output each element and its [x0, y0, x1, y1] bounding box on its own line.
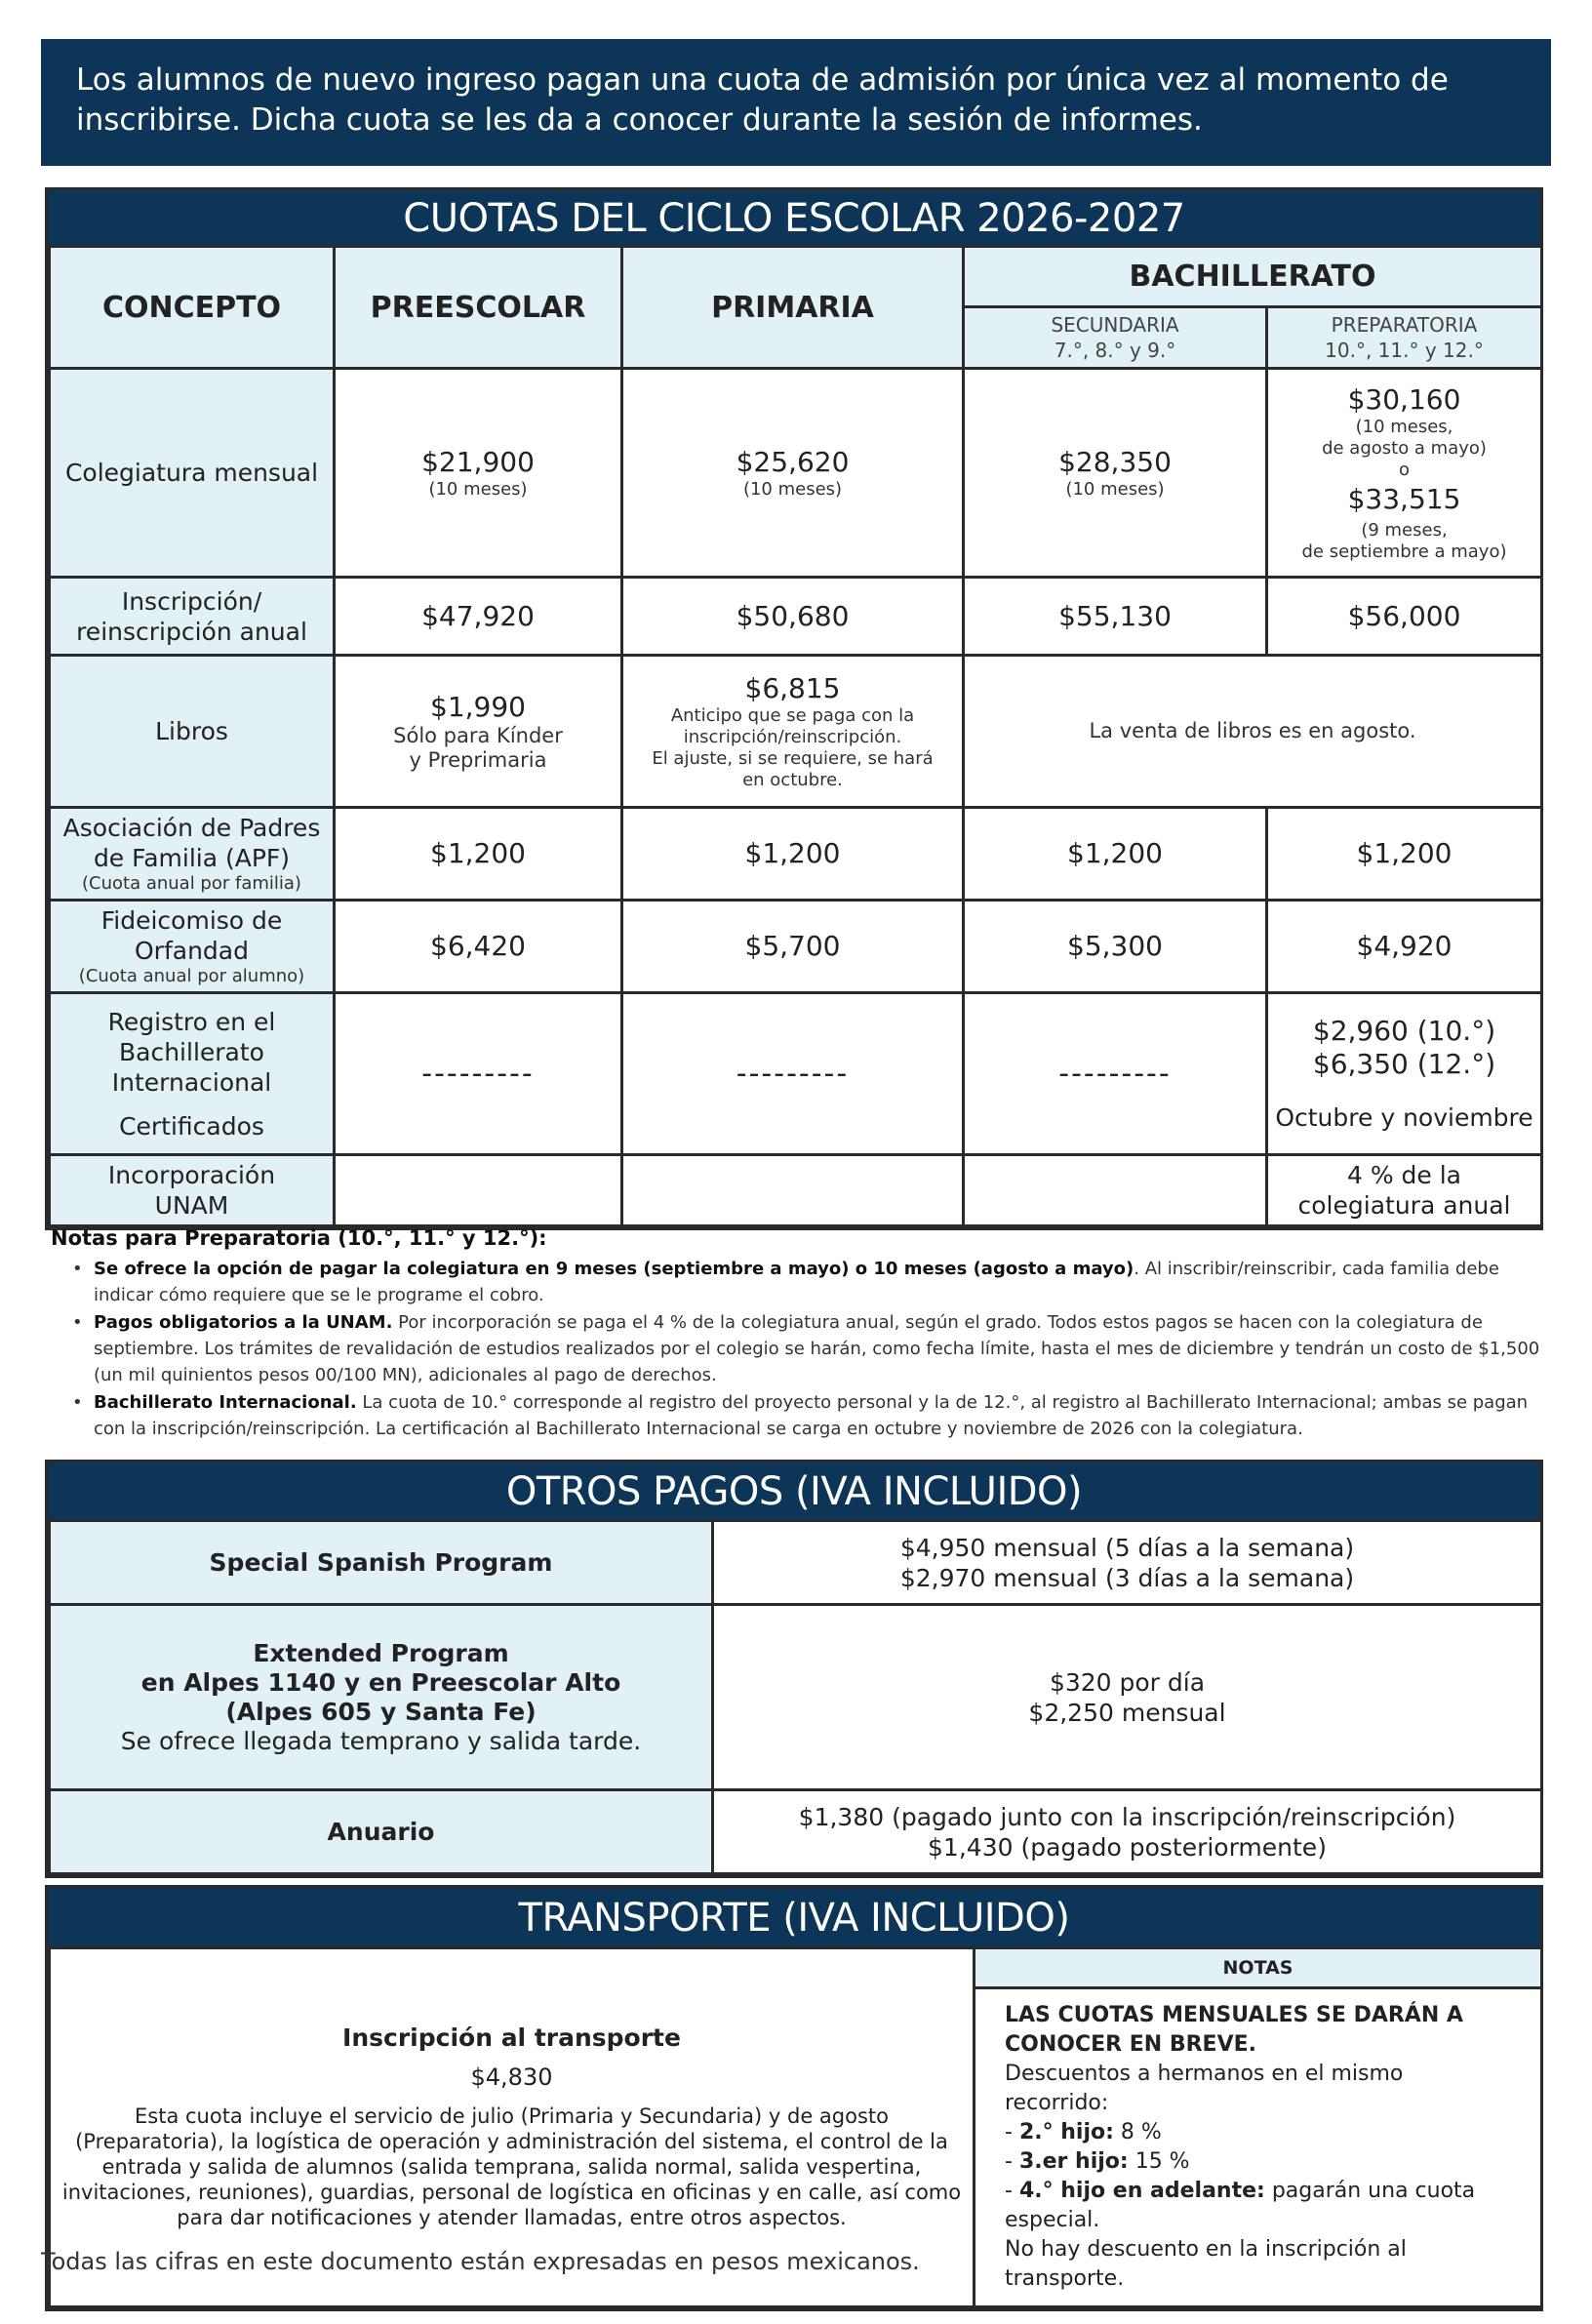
- inscripcion-label: Inscripción al transporte: [342, 2023, 681, 2052]
- row-ssp: [50, 1521, 1542, 1605]
- price-note: 4 % de la: [1346, 1161, 1462, 1189]
- label-note: (Cuota anual por alumno): [78, 966, 305, 986]
- unam-preescolar: [335, 1155, 622, 1226]
- extended-value: [713, 1605, 1542, 1790]
- anuario-value: [713, 1790, 1542, 1874]
- colegiatura-primaria: [622, 369, 964, 578]
- price-note: Anticipo que se paga con la: [670, 704, 915, 726]
- banner-line-2: inscribirse. Dicha cuota se les da a conocer durante la sesión de informes.: [76, 102, 1203, 138]
- row-unam: [50, 1155, 1542, 1226]
- header-primaria: PRIMARIA: [622, 247, 964, 369]
- inscripcion-secundaria: $55,130: [964, 578, 1267, 656]
- row-anuario: [50, 1790, 1542, 1874]
- row-colegiatura: [50, 369, 1542, 578]
- fees-table: [48, 245, 1543, 1227]
- label-note: (Cuota anual por familia): [82, 873, 301, 894]
- label-line: (Alpes 605 y Santa Fe): [225, 1697, 537, 1726]
- label-line: Internacional: [111, 1067, 272, 1097]
- libros-bachillerato: La venta de libros es en agosto.: [964, 656, 1542, 808]
- price-note: y Preprimaria: [409, 747, 547, 772]
- label-line: Asociación de Padres: [62, 814, 321, 842]
- header-preescolar: PREESCOLAR: [335, 247, 622, 369]
- note-text: Por incorporación se paga el 4 % de la colegiatura anual, según el grado. Todos estos pagos se hacen con la colegiatura de septiembre. Los trámites de revalidación de estudios realizados por el colegio se harán, como fecha límite, hasta el mes de diciembre y tendrán un costo de $1,500 (un mil quinientos pesos 00/100 MN), adicionales al pago de derechos.: [94, 1312, 1540, 1385]
- libros-label: Libros: [50, 656, 335, 808]
- fideicomiso-label: [50, 901, 335, 993]
- apf-secundaria: $1,200: [964, 808, 1267, 901]
- ssp-value: [713, 1521, 1542, 1605]
- colegiatura-preescolar: [335, 369, 622, 578]
- price-note: inscripción/reinscripción.: [683, 726, 902, 747]
- header-preparatoria: [1267, 307, 1542, 369]
- footer-note: Todas las cifras en este documento están expresadas en pesos mexicanos.: [41, 2248, 920, 2275]
- row-registro-bi: [50, 993, 1542, 1155]
- fees-title: CUOTAS DEL CICLO ESCOLAR 2026-2027: [48, 190, 1540, 245]
- otros-title: OTROS PAGOS (IVA INCLUIDO): [48, 1463, 1540, 1519]
- transporte-notas: [975, 1948, 1542, 2307]
- label-line: Certificados: [119, 1111, 264, 1141]
- label-line: UNAM: [154, 1191, 229, 1220]
- notas-line: Descuentos a hermanos en el mismo recorrido:: [1005, 2062, 1404, 2115]
- row-libros: [50, 656, 1542, 808]
- value-line: $2,970 mensual (3 días a la semana): [899, 1563, 1355, 1592]
- price-note: en octubre.: [742, 769, 843, 790]
- notas-line: No hay descuento en la inscripción al transporte.: [1005, 2237, 1407, 2291]
- note-item: [72, 1256, 1553, 1308]
- header-bachillerato: BACHILLERATO: [964, 247, 1542, 307]
- notas-value: pagarán una cuota especial.: [1005, 2179, 1476, 2232]
- secundaria-grades: 7.°, 8.° y 9.°: [1054, 339, 1176, 362]
- price-note: colegiatura anual: [1297, 1191, 1511, 1220]
- colegiatura-secundaria: [964, 369, 1267, 578]
- note-text: . Al inscribir/reinscribir, cada familia debe indicar cómo requiere que se le programe el cobro.: [94, 1259, 1499, 1305]
- banner-line-1: Los alumnos de nuevo ingreso pagan una cuota de admisión por única vez al momento de: [76, 62, 1449, 98]
- unam-label: [50, 1155, 335, 1226]
- notas-header: NOTAS: [975, 1949, 1540, 1989]
- registro-primaria: ---------: [622, 993, 964, 1155]
- transporte-title: TRANSPORTE (IVA INCLUIDO): [48, 1888, 1540, 1946]
- price: $2,960 (10.°): [1312, 1015, 1496, 1047]
- notas-value: 15 %: [1128, 2149, 1190, 2174]
- price-note: de agosto a mayo): [1322, 437, 1487, 459]
- fideicomiso-preescolar: $6,420: [335, 901, 622, 993]
- extended-label: [50, 1605, 713, 1790]
- price: $33,515: [1347, 482, 1461, 515]
- preparatoria-grades: 10.°, 11.° y 12.°: [1325, 339, 1484, 362]
- notes-title: Notas para Preparatoria (10.°, 11.° y 12.°):: [51, 1226, 547, 1250]
- otros-table: [48, 1519, 1543, 1875]
- price-note: (10 meses,: [1355, 416, 1453, 437]
- label-line: Registro en el: [107, 1007, 276, 1036]
- anuario-label: Anuario: [50, 1790, 713, 1874]
- otros-pagos-section: [45, 1460, 1543, 1878]
- row-inscripcion: [50, 578, 1542, 656]
- or-separator: o: [1398, 459, 1410, 480]
- label-line: Se ofrece llegada temprano y salida tarde.: [120, 1726, 642, 1755]
- unam-secundaria: [964, 1155, 1267, 1226]
- price-note: (10 meses): [428, 478, 528, 500]
- fees-section: [45, 187, 1543, 1230]
- price: $1,990: [430, 690, 526, 723]
- note-bold: Se ofrece la opción de pagar la colegiatura en 9 meses (septiembre a mayo) o 10 meses (agosto a mayo): [94, 1259, 1134, 1279]
- price: $6,815: [744, 671, 841, 704]
- fideicomiso-primaria: $5,700: [622, 901, 964, 993]
- row-apf: [50, 808, 1542, 901]
- price: $28,350: [1058, 445, 1172, 478]
- inscripcion-label: [50, 578, 335, 656]
- registro-preescolar: ---------: [335, 993, 622, 1155]
- label-line: Incorporación: [107, 1161, 276, 1189]
- price-note: Octubre y noviembre: [1275, 1103, 1533, 1132]
- note-bold: Bachillerato Internacional.: [94, 1392, 357, 1413]
- unam-preparatoria: [1267, 1155, 1542, 1226]
- notas-line: - 3.er hijo: 15 %: [1005, 2149, 1190, 2174]
- price-note: (10 meses): [742, 478, 843, 500]
- colegiatura-preparatoria: [1267, 369, 1542, 578]
- libros-primaria: [622, 656, 964, 808]
- price: $21,900: [421, 445, 535, 478]
- label-line: reinscripción anual: [76, 617, 307, 646]
- fideicomiso-secundaria: $5,300: [964, 901, 1267, 993]
- notas-body: [975, 1989, 1540, 2305]
- price-note: de septiembre a mayo): [1301, 541, 1507, 562]
- preparatoria-label: PREPARATORIA: [1331, 313, 1478, 337]
- apf-primaria: $1,200: [622, 808, 964, 901]
- notas-headline: LAS CUOTAS MENSUALES SE DARÁN A CONOCER EN BREVE.: [1005, 2003, 1463, 2057]
- secundaria-label: SECUNDARIA: [1051, 313, 1179, 337]
- price-note: (9 meses,: [1361, 519, 1448, 541]
- notas-bold: 4.° hijo en adelante:: [1018, 2179, 1265, 2203]
- inscripcion-price: $4,830: [470, 2063, 553, 2091]
- label-line: Orfandad: [135, 937, 249, 965]
- note-item: [72, 1309, 1553, 1388]
- libros-preescolar: [335, 656, 622, 808]
- apf-label: [50, 808, 335, 901]
- unam-primaria: [622, 1155, 964, 1226]
- label-line: Bachillerato: [119, 1037, 264, 1066]
- fideicomiso-preparatoria: $4,920: [1267, 901, 1542, 993]
- inscripcion-description: Esta cuota incluye el servicio de julio (Primaria y Secundaria) y de agosto (Preparatoria), la logística de operación y administración del sistema, el control de la entrada y salida de alumnos (salida temprana, salida normal, salida vespertina, invitaciones, reuniones), guardias, personal de logística en oficinas y en calle, así como para dar notificaciones y atender llamadas, entre otros aspectos.: [61, 2104, 962, 2229]
- row-extended: [50, 1605, 1542, 1790]
- registro-label: [50, 993, 335, 1155]
- admission-banner: [41, 39, 1551, 166]
- preparatoria-notes: [51, 1225, 1553, 1443]
- registro-preparatoria: [1267, 993, 1542, 1155]
- value-line: $320 por día: [1049, 1667, 1206, 1697]
- ssp-label: Special Spanish Program: [50, 1521, 713, 1605]
- notas-bold: 3.er hijo:: [1018, 2149, 1129, 2174]
- notas-value: 8 %: [1113, 2120, 1162, 2144]
- note-bold: Pagos obligatorios a la UNAM.: [94, 1312, 393, 1333]
- label-line: Extended Program: [253, 1638, 509, 1667]
- registro-secundaria: ---------: [964, 993, 1267, 1155]
- notes-list: [51, 1256, 1553, 1442]
- label-line: en Alpes 1140 y en Preescolar Alto: [140, 1667, 621, 1697]
- price-note: Sólo para Kínder: [393, 723, 563, 747]
- value-line: $1,380 (pagado junto con la inscripción/reinscripción): [798, 1802, 1456, 1831]
- value-line: $1,430 (pagado posteriormente): [928, 1832, 1327, 1862]
- row-fideicomiso: [50, 901, 1542, 993]
- apf-preparatoria: $1,200: [1267, 808, 1542, 901]
- label-line: de Familia (APF): [93, 844, 291, 872]
- inscripcion-primaria: $50,680: [622, 578, 964, 656]
- price: $25,620: [736, 445, 850, 478]
- value-line: $2,250 mensual: [1028, 1698, 1226, 1727]
- value-line: $4,950 mensual (5 días a la semana): [899, 1533, 1355, 1562]
- inscripcion-preparatoria: $56,000: [1267, 578, 1542, 656]
- price: $6,350 (12.°): [1312, 1048, 1496, 1080]
- price-note: (10 meses): [1065, 478, 1165, 500]
- label-line: Fideicomiso de: [100, 906, 283, 935]
- note-text: La cuota de 10.° corresponde al registro del proyecto personal y la de 12.°, al registro al Bachillerato Internacional; ambas se pagan con la inscripción/reinscripción. La certificación al Bachillerato Internacional se carga en octubre y noviembre de 2026 con la colegiatura.: [94, 1392, 1529, 1439]
- apf-preescolar: $1,200: [335, 808, 622, 901]
- header-secundaria: [964, 307, 1267, 369]
- label-line: Inscripción/: [121, 586, 262, 616]
- colegiatura-label: Colegiatura mensual: [50, 369, 335, 578]
- notas-line: - 4.° hijo en adelante: pagarán una cuota especial.: [1005, 2179, 1476, 2232]
- inscripcion-preescolar: $47,920: [335, 578, 622, 656]
- notas-bold: 2.° hijo:: [1018, 2120, 1114, 2144]
- note-item: [72, 1389, 1553, 1442]
- notas-line: - 2.° hijo: 8 %: [1005, 2120, 1162, 2144]
- header-concepto: CONCEPTO: [50, 247, 335, 369]
- price-note: El ajuste, si se requiere, se hará: [652, 747, 934, 769]
- price: $30,160: [1347, 382, 1461, 416]
